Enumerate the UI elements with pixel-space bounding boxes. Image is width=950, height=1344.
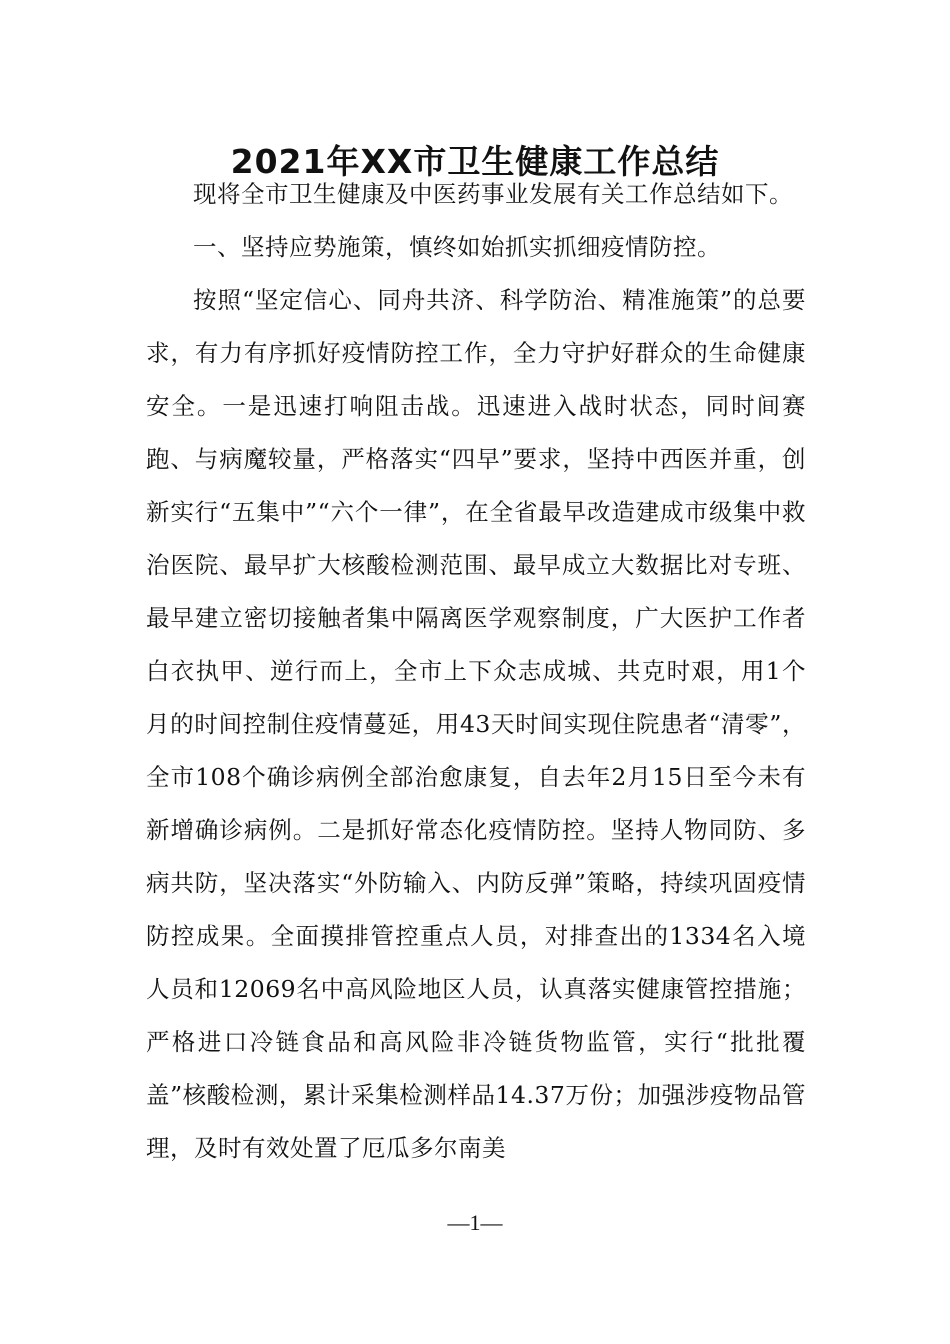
page-number: —1— (447, 1210, 503, 1235)
document-body (146, 168, 806, 1175)
body-paragraph: 按照“坚定信心、同舟共济、科学防治、精准施策”的总要求，有力有序抓好疫情防控工作，全力守护好群众的生命健康安全。一是迅速打响阻击战。迅速进入战时状态，同时间赛跑、与病魔较量，严格落实“四早”要求，坚持中西医并重，创新实行“五集中”“六个一律”，在全省最早改造建成市级集中救治医院、最早扩大核酸检测范围、最早成立大数据比对专班、最早建立密切接触者集中隔离医学观察制度，广大医护工作者白衣执甲、逆行而上，全市上下众志成城、共克时艰，用1个月的时间控制住疫情蔓延，用43天时间实现住院患者“清零”，全市108个确诊病例全部治愈康复，自去年2月15日至今未有新增确诊病例。二是抓好常态化疫情防控。坚持人物同防、多病共防，坚决落实“外防输入、内防反弹”策略，持续巩固疫情防控成果。全面摸排管控重点人员，对排查出的1334名入境人员和12069名中高风险地区人员，认真落实健康管控措施；严格进口冷链食品和高风险非冷链货物监管，实行“批批覆盖”核酸检测，累计采集检测样品14.37万份；加强涉疫物品管理，及时有效处置了厄瓜多尔南美 (146, 286, 806, 1162)
intro-paragraph: 现将全市卫生健康及中医药事业发展有关工作总结如下。 (193, 180, 793, 208)
section-heading: 一、坚持应势施策，慎终如始抓实抓细疫情防控。 (193, 233, 721, 261)
document-title: 2021年XX市卫生健康工作总结 (230, 142, 720, 182)
